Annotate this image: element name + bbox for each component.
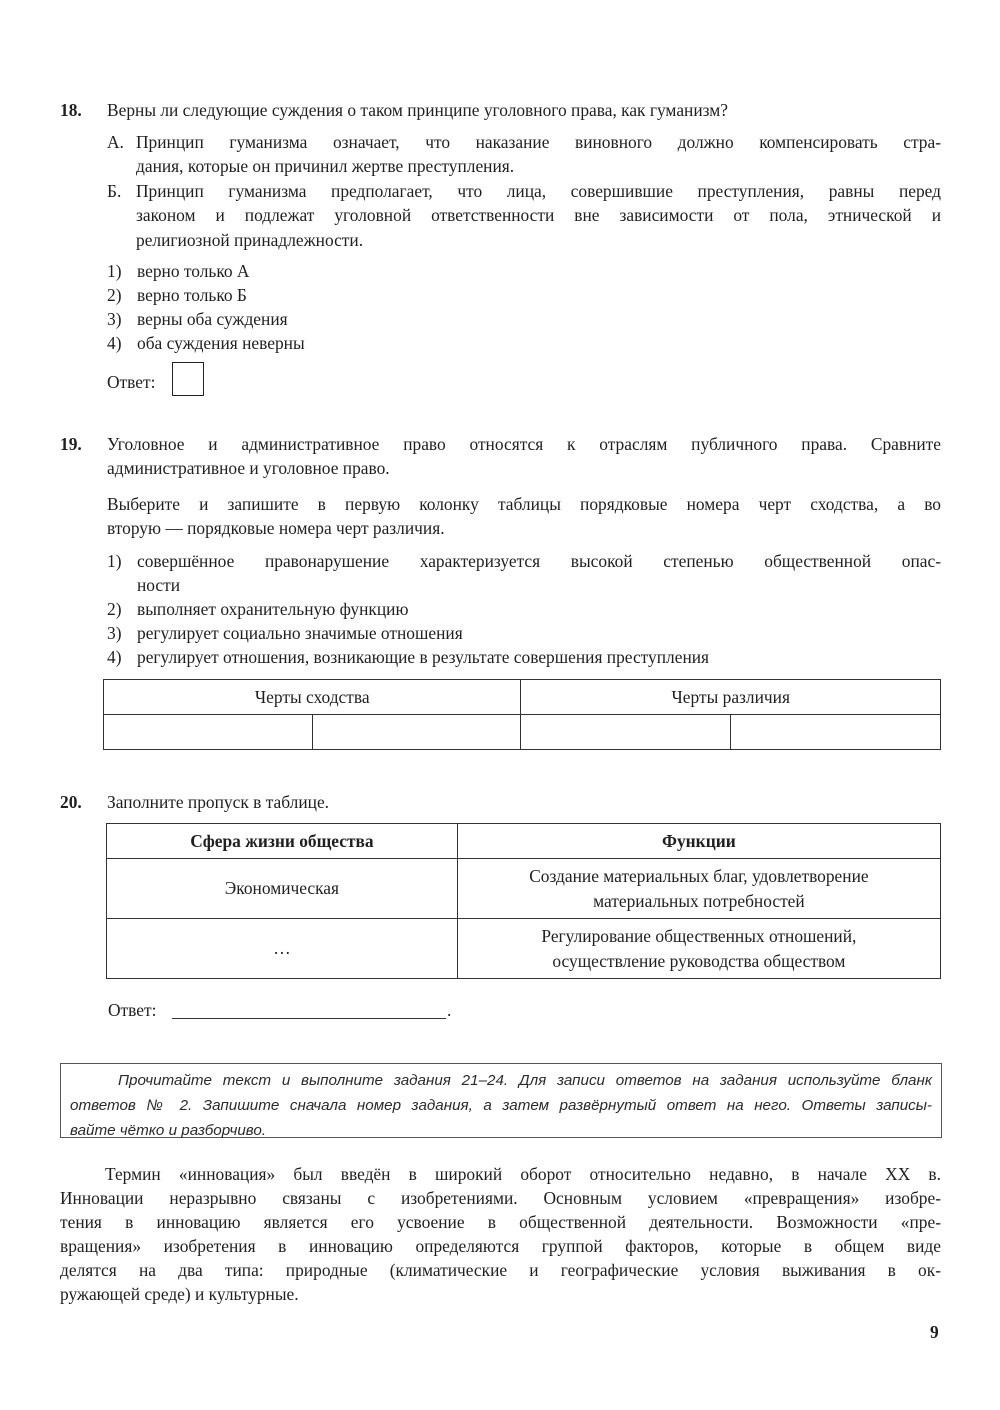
q18-option-3-number: 3)	[107, 309, 122, 329]
q18-statement-a-line1: Принцип гуманизма означает, что наказание виновного должно компенсировать стра-	[136, 132, 941, 152]
q20-answer-end: .	[447, 1000, 452, 1020]
q19-intro-line1: Уголовное и административное право относятся к отраслям публичного права. Сравните	[107, 434, 941, 454]
q20-row2-sphere-blank: …	[107, 919, 458, 979]
q18-statement-b-line1: Принцип гуманизма предполагает, что лица, совершившие преступления, равны перед	[136, 181, 941, 201]
q20-row1-func-line1: Создание материальных благ, удовлетворение	[529, 866, 869, 886]
passage-line6: ружающей среде) и культурные.	[60, 1284, 299, 1304]
q18-option-4-text: оба суждения неверны	[137, 333, 305, 353]
q19-option-4-text: регулирует отношения, возникающие в результате совершения преступления	[137, 647, 710, 667]
q20-row1-func-line2: материальных потребностей	[593, 890, 805, 911]
q19-option-1-line1: совершённое правонарушение характеризуется высокой степенью общественной опас-	[137, 551, 941, 571]
q19-option-1-line2: ности	[137, 575, 181, 595]
q20-header-sphere: Сфера жизни общества	[107, 824, 458, 859]
q18-number: 18.	[60, 100, 82, 120]
q19-header-different: Черты различия	[521, 680, 941, 715]
q19-option-1-number: 1)	[107, 551, 122, 571]
q19-header-similar: Черты сходства	[104, 680, 521, 715]
q18-statement-a-line2: дания, которые он причинил жертве преступления.	[136, 156, 515, 176]
q19-different-cell-2[interactable]	[731, 715, 941, 750]
q19-option-2-text: выполняет охранительную функцию	[137, 599, 409, 619]
q19-option-3-number: 3)	[107, 623, 122, 643]
q19-similar-cell-2[interactable]	[312, 715, 521, 750]
instruction-box	[60, 1063, 942, 1138]
q20-answer-label: Ответ:	[108, 1000, 157, 1020]
q18-option-2-text: верно только Б	[137, 285, 247, 305]
q18-statement-b-line2: законом и подлежат уголовной ответственности вне зависимости от пола, этнической и	[136, 205, 941, 225]
q20-row1-sphere: Экономическая	[107, 859, 458, 919]
q19-different-cell-1[interactable]	[521, 715, 731, 750]
q18-answer-box[interactable]	[172, 362, 204, 396]
q18-statement-a-label: А.	[107, 132, 124, 152]
instruction-line3: вайте чётко и разборчиво.	[70, 1122, 267, 1139]
table-row	[107, 859, 941, 919]
q19-number: 19.	[60, 434, 82, 454]
q20-row2-func-line1: Регулирование общественных отношений,	[541, 926, 857, 946]
q19-task-line1: Выберите и запишите в первую колонку таблицы порядковые номера черт сходства, а во	[107, 494, 941, 514]
q19-task-line2: вторую — порядковые номера черт различия.	[107, 518, 445, 538]
q18-option-1-number: 1)	[107, 261, 122, 281]
q20-table	[106, 823, 941, 979]
instruction-line2: ответов № 2. Запишите сначала номер задания, а затем развёрнутый ответ на него. Ответы записы-	[70, 1097, 932, 1114]
q18-option-2-number: 2)	[107, 285, 122, 305]
q19-answer-table	[103, 679, 941, 750]
passage-line4: вращения» изобретения в инновацию определяются группой факторов, которые в общем виде	[60, 1236, 941, 1256]
q18-statement-b-line3: религиозной принадлежности.	[136, 230, 364, 250]
q19-similar-cell-1[interactable]	[104, 715, 313, 750]
q20-answer-line[interactable]	[172, 996, 446, 1019]
q18-option-4-number: 4)	[107, 333, 122, 353]
q18-option-1-text: верно только А	[137, 261, 250, 281]
passage-line1: Термин «инновация» был введён в широкий оборот относительно недавно, в начале XX в.	[105, 1164, 941, 1184]
q20-row2-functions	[457, 919, 940, 979]
q19-intro-line2: административное и уголовное право.	[107, 458, 390, 478]
q19-option-4-number: 4)	[107, 647, 122, 667]
passage-line2: Инновации неразрывно связаны с изобретениями. Основным условием «превращения» изобре-	[60, 1188, 941, 1208]
passage-line3: тения в инновацию является его усвоение в общественной деятельности. Возможности «пре-	[60, 1212, 941, 1232]
q20-number: 20.	[60, 792, 82, 812]
q20-row2-func-line2: осуществление руководства обществом	[552, 950, 846, 971]
q18-question: Верны ли следующие суждения о таком принципе уголовного права, как гуманизм?	[107, 100, 728, 120]
q20-question: Заполните пропуск в таблице.	[107, 792, 330, 812]
q18-statement-b-label: Б.	[107, 181, 122, 201]
q19-option-2-number: 2)	[107, 599, 122, 619]
instruction-line1: Прочитайте текст и выполните задания 21–24. Для записи ответов на задания используйте бланк	[118, 1072, 932, 1089]
q19-option-3-text: регулирует социально значимые отношения	[137, 623, 463, 643]
q18-answer-label: Ответ:	[107, 372, 156, 392]
q18-option-3-text: верны оба суждения	[137, 309, 288, 329]
q20-header-functions: Функции	[457, 824, 940, 859]
page-number: 9	[930, 1322, 939, 1342]
passage-line5: делятся на два типа: природные (климатические и географические условия выживания в ок-	[60, 1260, 941, 1280]
q20-row1-functions	[457, 859, 940, 919]
table-row	[107, 919, 941, 979]
